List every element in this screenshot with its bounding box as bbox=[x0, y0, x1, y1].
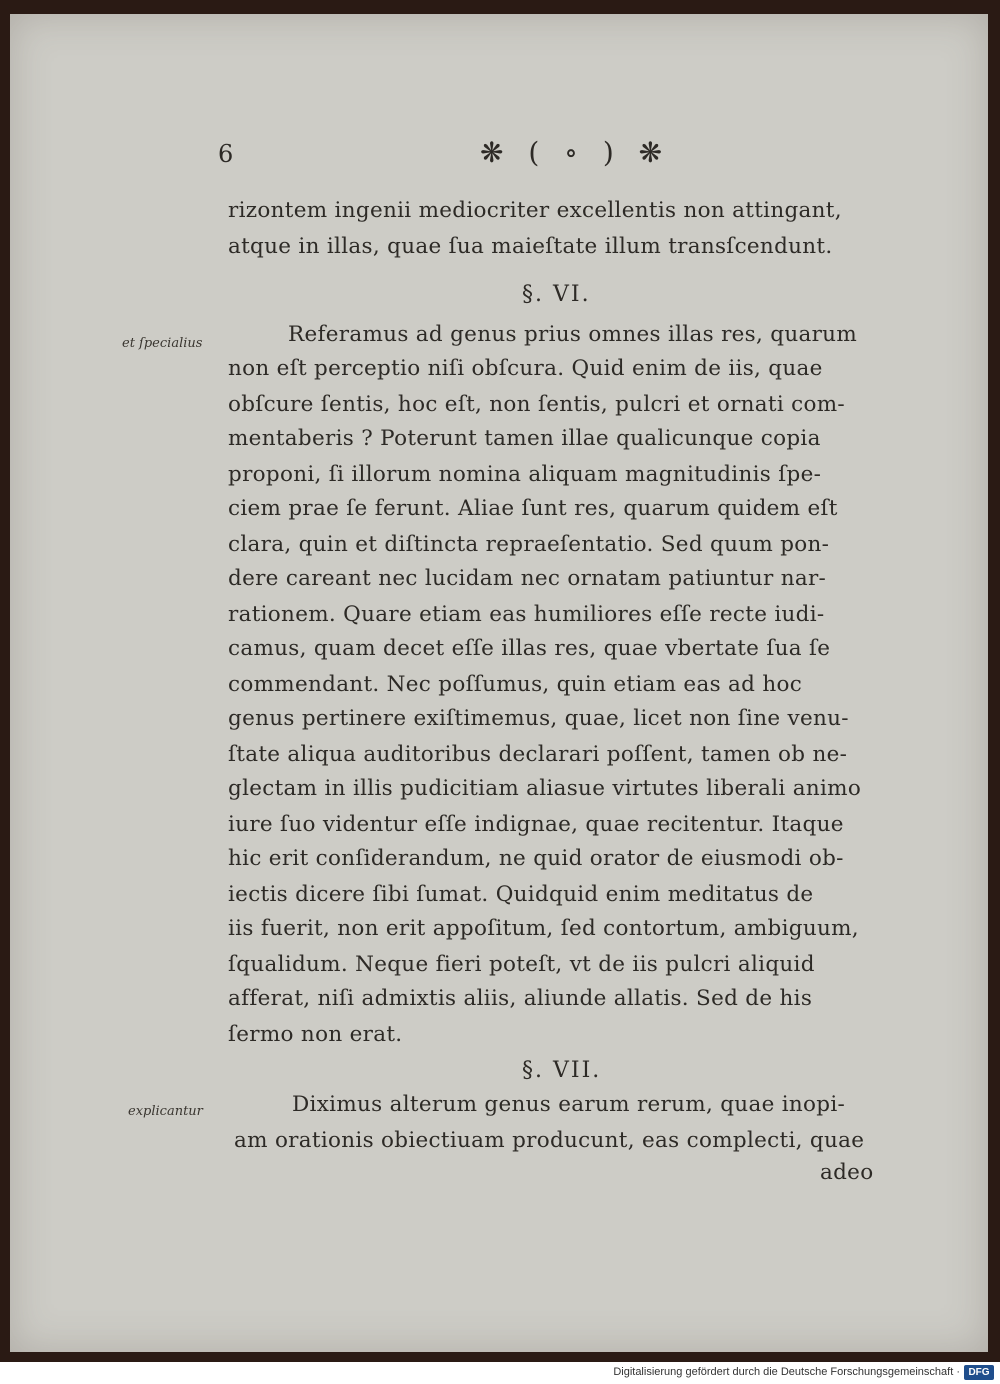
text-line: iis fuerit, non erit appoſitum, ſed contortum, ambiguum, bbox=[228, 916, 859, 941]
margin-note: explicantur bbox=[128, 1104, 203, 1119]
page-number: 6 bbox=[218, 140, 234, 168]
margin-note: et ſpecialius bbox=[122, 336, 203, 351]
footer-bar bbox=[0, 1362, 1000, 1384]
catchword: adeo bbox=[820, 1160, 874, 1185]
text-line: atque in illas, quae ſua maieſtate illum transſcendunt. bbox=[228, 234, 833, 259]
text-line: iectis dicere ſibi ſumat. Quidquid enim meditatus de bbox=[228, 882, 814, 907]
text-line: ſermo non erat. bbox=[228, 1022, 403, 1047]
text-line: glectam in illis pudicitiam aliasue virtutes liberali animo bbox=[228, 776, 862, 801]
text-line: mentaberis ? Poterunt tamen illae qualicunque copia bbox=[228, 426, 821, 451]
page-header-ornament: ❋ ( ∘ ) ❋ bbox=[480, 136, 671, 169]
digitization-credit: Digitalisierung gefördert durch die Deutsche Forschungsgemeinschaft · bbox=[613, 1366, 960, 1378]
text-line: clara, quin et diſtincta repraeſentatio. Sed quum pon- bbox=[228, 532, 830, 557]
text-line: proponi, ſi illorum nomina aliquam magnitudinis ſpe- bbox=[228, 462, 822, 487]
text-line: hic erit conſiderandum, ne quid orator de eiusmodi ob- bbox=[228, 846, 844, 871]
text-line: Diximus alterum genus earum rerum, quae inopi- bbox=[292, 1092, 846, 1117]
text-line: afferat, niſi admixtis aliis, aliunde allatis. Sed de his bbox=[228, 986, 813, 1011]
text-line: obſcure ſentis, hoc eſt, non ſentis, pulcri et ornati com- bbox=[228, 392, 845, 417]
text-line: dere careant nec lucidam nec ornatam patiuntur nar- bbox=[228, 566, 827, 591]
text-line: am orationis obiectiuam producunt, eas complecti, quae bbox=[234, 1128, 865, 1153]
section-heading: §. VI. bbox=[522, 282, 591, 307]
dfg-logo: DFG bbox=[964, 1365, 994, 1380]
text-line: rationem. Quare etiam eas humiliores eſſe recte iudi- bbox=[228, 602, 825, 627]
text-line: ſtate aliqua auditoribus declarari poſſent, tamen ob ne- bbox=[228, 742, 848, 767]
text-line: rizontem ingenii mediocriter excellentis non attingant, bbox=[228, 198, 842, 223]
text-line: non eſt perceptio niſi obſcura. Quid enim de iis, quae bbox=[228, 356, 823, 381]
text-line: iure ſuo videntur eſſe indignae, quae recitentur. Itaque bbox=[228, 812, 844, 837]
text-line: camus, quam decet eſſe illas res, quae vbertate ſua ſe bbox=[228, 636, 831, 661]
text-line: ſqualidum. Neque fieri poteſt, vt de iis pulcri aliquid bbox=[228, 952, 815, 977]
text-line: Referamus ad genus prius omnes illas res, quarum bbox=[288, 322, 858, 347]
text-line: commendant. Nec poſſumus, quin etiam eas ad hoc bbox=[228, 672, 803, 697]
section-heading: §. VII. bbox=[522, 1058, 602, 1083]
text-line: ciem prae ſe ferunt. Aliae ſunt res, quarum quidem eſt bbox=[228, 496, 838, 521]
text-line: genus pertinere exiſtimemus, quae, licet non ſine venu- bbox=[228, 706, 849, 731]
